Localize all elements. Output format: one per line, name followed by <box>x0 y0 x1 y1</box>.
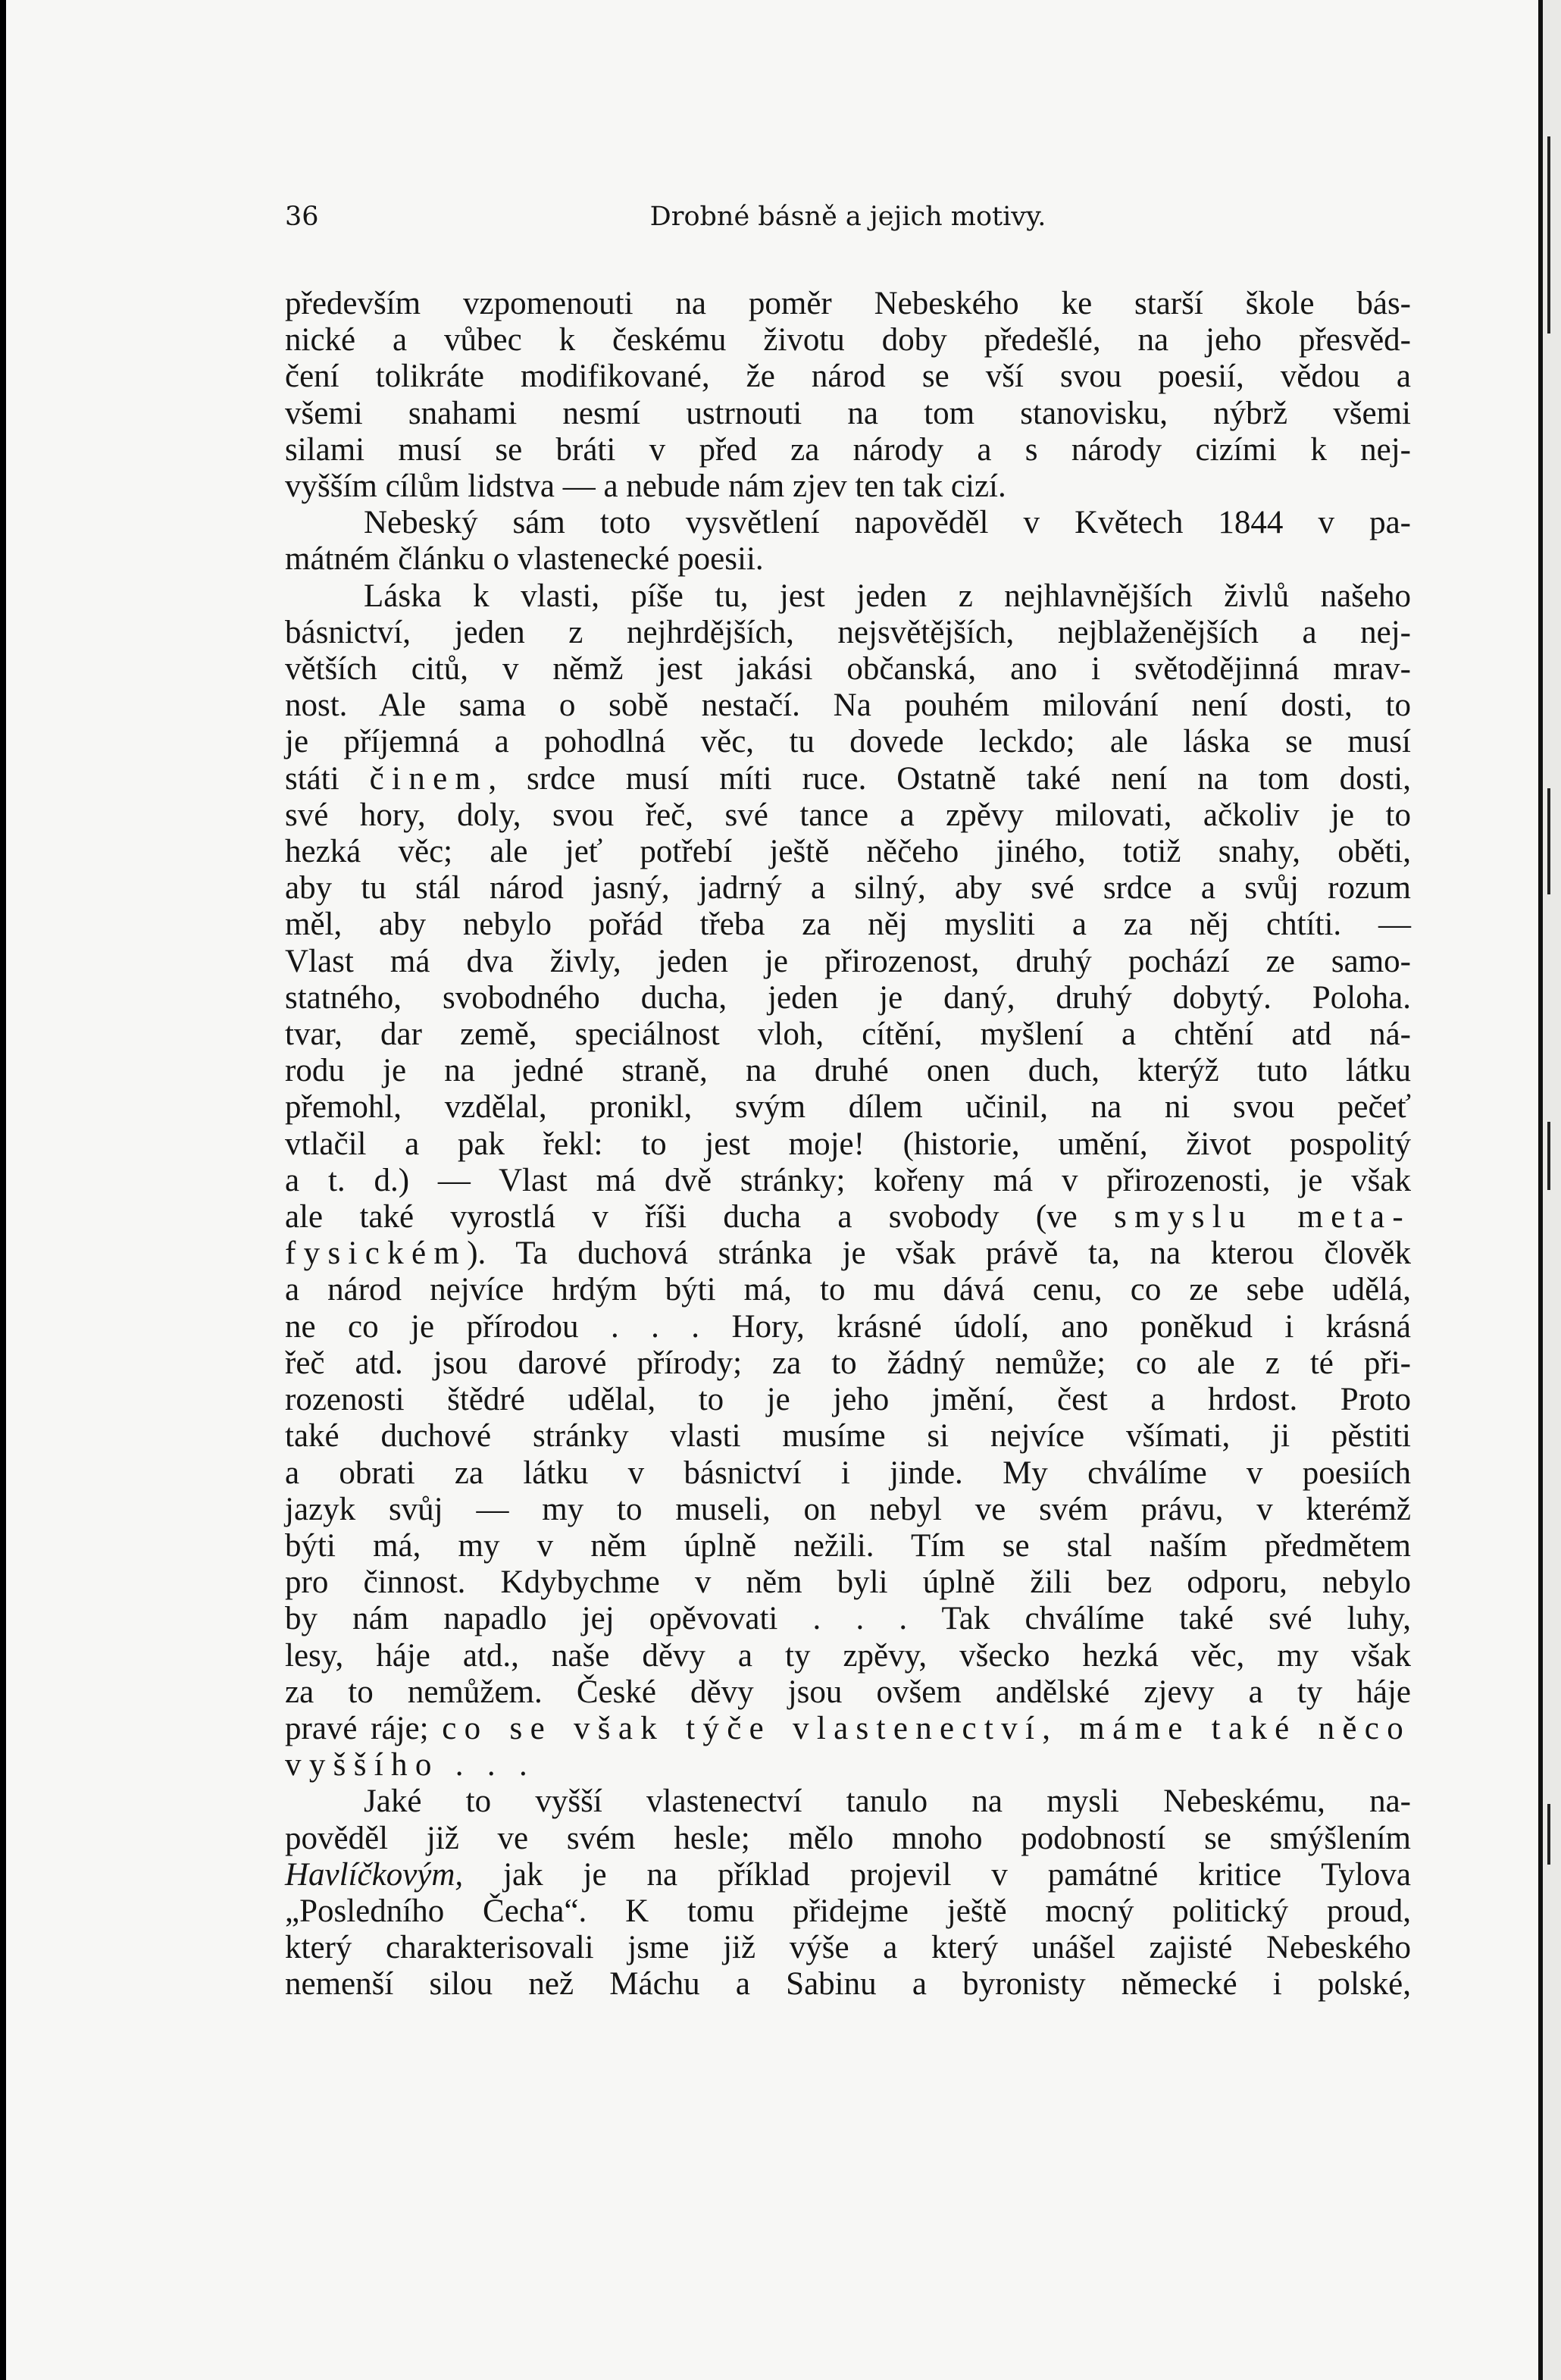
text-line <box>285 1235 1411 1272</box>
text-line: hezká věc; ale jeť potřebí ještě něčeho jiného, totiž snahy, oběti, <box>285 834 1411 870</box>
text-line: tvar, dar země, speciálnost vloh, cítění, myšlení a chtění atd ná- <box>285 1016 1411 1053</box>
text-line: především vzpomenouti na poměr Nebeského ke starší škole bás- <box>285 286 1411 321</box>
text-line: měl, aby nebylo pořád třeba za něj mysliti a za něj chtíti. — <box>285 907 1411 943</box>
text-line: je příjemná a pohodlná věc, tu dovede leckdo; ale láska se musí <box>285 724 1411 760</box>
text-line: vyšším cílům lidstva — a nebude nám zjev ten tak cizí. <box>285 468 1006 505</box>
text-line: „Posledního Čecha“. K tomu přidejme ještě mocný politický proud, <box>285 1893 1411 1929</box>
text-line: Nebeský sám toto vysvětlení napověděl v Květech 1844 v pa- <box>364 505 1411 541</box>
text-line: statného, svobodného ducha, jeden je daný, druhý dobytý. Poloha. <box>285 979 1411 1016</box>
text-line: lesy, háje atd., naše děvy a ty zpěvy, všecko hezká věc, my však <box>285 1637 1411 1674</box>
text-line: čení tolikráte modifikované, že národ se vší svou poesií, vědou a <box>285 359 1411 395</box>
edge-mark <box>1547 1122 1550 1190</box>
text-line: všemi snahami nesmí ustrnouti na tom stanovisku, nýbrž všemi <box>285 395 1411 431</box>
text-line <box>285 1857 1411 1893</box>
text-line: a obrati za látku v básnictví i jinde. My chválíme v poesiích <box>285 1455 1411 1491</box>
text-line: rodu je na jedné straně, na druhé onen duch, kterýž tuto látku <box>285 1053 1411 1089</box>
text-line: býti má, my v něm úplně nežili. Tím se stal naším předmětem <box>285 1527 1411 1564</box>
page-header <box>285 202 1411 240</box>
text-fragment: ). Ta duchová stránka je však právě ta, na kterou člověk <box>467 1235 1411 1272</box>
text-line <box>285 761 1411 797</box>
spaced-emphasis: co se však týče vlastenectví, máme také něco <box>442 1710 1412 1746</box>
text-line: silami musí se bráti v před za národy a s národy cizími k nej- <box>285 431 1411 468</box>
text-line: pro činnost. Kdybychme v něm byli úplně žili bez odporu, nebylo <box>285 1564 1411 1601</box>
text-line: za to nemůžem. České děvy jsou ovšem andělské zjevy a ty háje <box>285 1674 1411 1710</box>
spaced-emphasis: činem <box>369 760 489 797</box>
text-line: nické a vůbec k českému životu doby předešlé, na jeho přesvěd- <box>285 322 1411 359</box>
text-line: aby tu stál národ jasný, jadrný a silný, aby své srdce a svůj rozum <box>285 870 1411 907</box>
edge-mark <box>1547 788 1550 894</box>
text-line: Jaké to vyšší vlastenectví tanulo na mysli Nebeskému, na- <box>364 1783 1411 1820</box>
text-line: přemohl, vzdělal, pronikl, svým dílem učinil, na ni svou pečeť <box>285 1089 1411 1126</box>
text-line: mátném článku o vlastenecké poesii. <box>285 541 764 578</box>
text-line <box>285 1711 1411 1747</box>
text-line: a t. d.) — Vlast má dvě stránky; kořeny má v přirozenosti, je však <box>285 1162 1411 1198</box>
text-line: Vlast má dva živly, jeden je přirozenost, druhý pochází ze samo- <box>285 943 1411 979</box>
spaced-emphasis: vyššího . . . <box>285 1747 536 1783</box>
page-number: 36 <box>285 202 319 232</box>
text-fragment: , srdce musí míti ruce. Ostatně také není na tom dosti, <box>488 760 1411 797</box>
text-line: Láska k vlasti, píše tu, jest jeden z nejhlavnějších živlů našeho <box>364 578 1411 614</box>
text-line: vtlačil a pak řekl: to jest moje! (historie, umění, život pospolitý <box>285 1126 1411 1162</box>
edge-mark <box>1547 136 1550 334</box>
text-fragment: ale také vyrostlá v říši ducha a svobody (ve <box>285 1199 1078 1235</box>
italic-name: Havlíčkovým, <box>285 1856 464 1893</box>
running-title: Drobné básně a jejich motivy. <box>649 202 1046 232</box>
text-line: větších citů, v němž jest jakási občanská, ano i světodějinná mrav- <box>285 651 1411 687</box>
text-line <box>285 1747 1411 1783</box>
body-text <box>285 286 1411 2003</box>
text-line: jazyk svůj — my to museli, on nebyl ve svém právu, v kterémž <box>285 1491 1411 1527</box>
scan-page-edge <box>1538 0 1561 2380</box>
text-line: své hory, doly, svou řeč, své tance a zpěvy milovati, ačkoliv je to <box>285 797 1411 833</box>
text-line: básnictví, jeden z nejhrdějších, nejsvětějších, nejblaženějších a nej- <box>285 614 1411 650</box>
text-fragment: pravé ráje; <box>285 1710 429 1746</box>
text-line: řeč atd. jsou darové přírody; za to žádný nemůže; co ale z té při- <box>285 1345 1411 1381</box>
text-line: rozenosti štědré udělal, to je jeho jmění, čest a hrdost. Proto <box>285 1382 1411 1418</box>
text-line: pověděl již ve svém hesle; mělo mnoho podobností se smýšlením <box>285 1820 1411 1856</box>
text-line: který charakterisovali jsme již výše a který unášel zajisté Nebeského <box>285 1930 1411 1966</box>
text-line: by nám napadlo jej opěvovati . . . Tak chválíme také své luhy, <box>285 1601 1411 1637</box>
text-fragment: státi <box>285 760 339 797</box>
text-line: a národ nejvíce hrdým býti má, to mu dává cenu, co ze sebe udělá, <box>285 1272 1411 1308</box>
spaced-emphasis: fysickém <box>285 1235 468 1272</box>
text-fragment: jak je na příklad projevil v památné kritice Tylova <box>503 1856 1411 1893</box>
text-line: také duchové stránky vlasti musíme si nejvíce všímati, ji pěstiti <box>285 1418 1411 1455</box>
text-line <box>285 1199 1411 1235</box>
edge-mark <box>1547 1804 1550 1865</box>
text-line: nost. Ale sama o sobě nestačí. Na pouhém milování není dosti, to <box>285 687 1411 724</box>
spaced-emphasis: smyslu meta- <box>1114 1199 1412 1235</box>
text-line: nemenší silou než Máchu a Sabinu a byronisty německé i polské, <box>285 1966 1411 2003</box>
text-line: ne co je přírodou . . . Hory, krásné údolí, ano poněkud i krásná <box>285 1308 1411 1345</box>
book-page <box>6 0 1538 2380</box>
